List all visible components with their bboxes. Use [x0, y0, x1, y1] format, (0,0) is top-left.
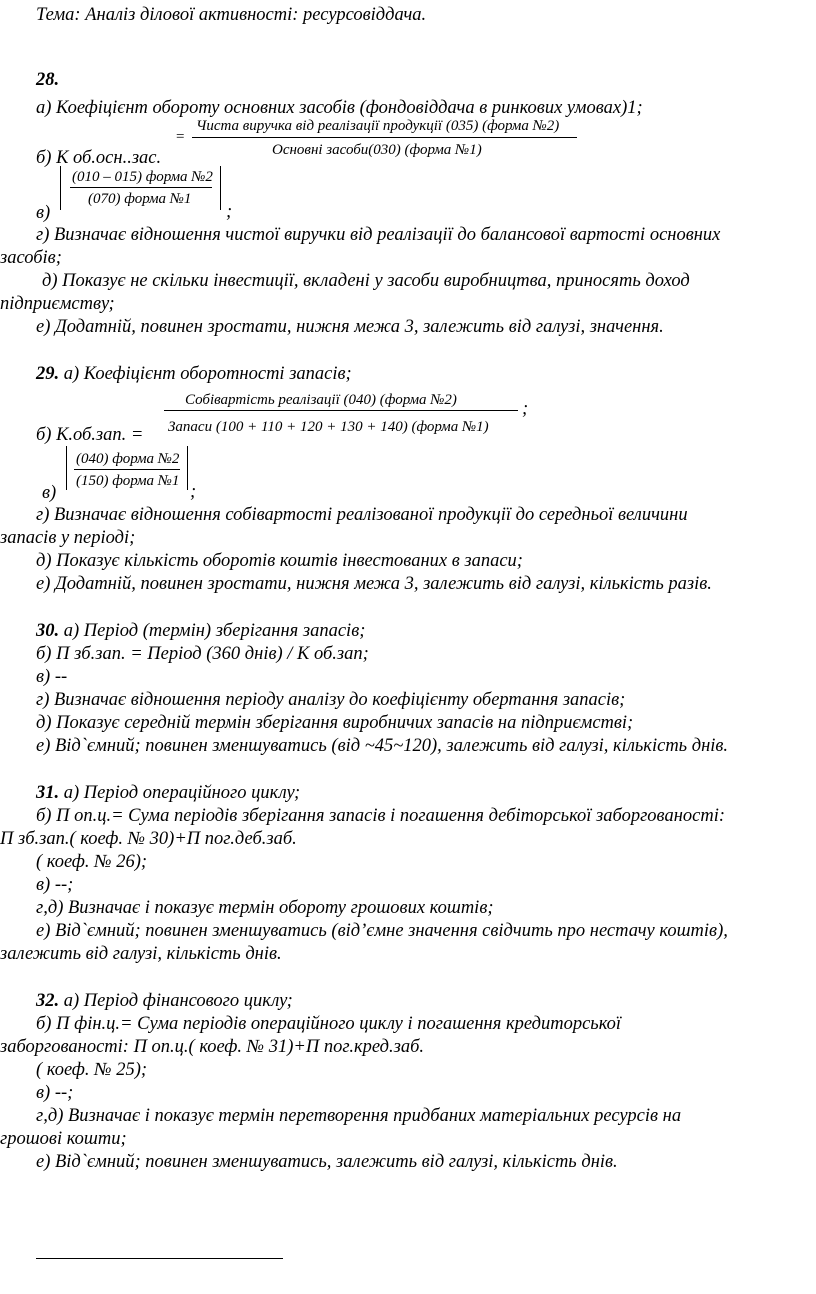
q29-v-label: в) [42, 483, 57, 503]
q32-title [36, 990, 293, 1012]
q29-a: а) Коефіцієнт оборотності запасів; [59, 364, 352, 384]
q30-g: г) Визначає відношення періоду аналізу до коефіцієнту обертання запасів; [36, 690, 626, 710]
q32-b2: заборгованості: П оп.ц.( коеф. № 31)+П пог.кред.заб. [0, 1037, 425, 1057]
q29-b-label: б) К.об.зап. = [36, 425, 144, 445]
q30-v: в) -- [36, 667, 68, 687]
q32-gd: г,д) Визначає і показує термін перетворення придбаних матеріальних ресурсів на [36, 1106, 682, 1126]
q28-v-fraction-bar [70, 187, 212, 188]
q28-formula-numerator: Чиста виручка від реалізації продукції (035) (форма №2) [196, 118, 560, 134]
q29-v-end: ; [190, 482, 197, 502]
q32-gd2: грошові кошти; [0, 1129, 127, 1149]
q29-formula-numerator: Собівартість реалізації (040) (форма №2) [185, 392, 457, 408]
q31-e: е) Від`ємний; повинен зменшуватись (від’ємне значення свідчить про нестачу коштів), [36, 921, 728, 941]
q31-v: в) --; [36, 875, 74, 895]
q28-d: д) Показує не скільки інвестиції, вкладені у засоби виробництва, приносять доход [42, 271, 690, 291]
q31-b3: ( коеф. № 26); [36, 852, 148, 872]
q30-number: 30. [36, 621, 60, 641]
q29-formula-semicolon: ; [522, 399, 529, 419]
q29-v-denominator: (150) форма №1 [76, 473, 180, 489]
q28-v-numerator: (010 – 015) форма №2 [72, 169, 213, 185]
q31-gd: г,д) Визначає і показує термін обороту грошових коштів; [36, 898, 494, 918]
q29-g2: запасів у періоді; [0, 528, 136, 548]
q31-number: 31. [36, 783, 60, 803]
q28-v-bracket-left [60, 166, 67, 210]
q31-title [36, 782, 300, 804]
q28-d2: підприємству; [0, 294, 115, 314]
q29-e: е) Додатній, повинен зростати, нижня межа 3, залежить від галузі, кількість разів. [36, 574, 712, 594]
q29-v-numerator: (040) форма №2 [76, 451, 180, 467]
q30-d: д) Показує середній термін зберігання виробничих запасів на підприємстві; [36, 713, 634, 733]
q30-a: а) Період (термін) зберігання запасів; [59, 621, 366, 641]
q31-b: б) П оп.ц.= Сума періодів зберігання запасів і погашення дебіторської заборгованості: [36, 806, 725, 826]
q28-g: г) Визначає відношення чистої виручки від реалізації до балансової вартості основних [36, 225, 721, 245]
q28-formula-equals: = [176, 129, 185, 145]
q29-v-fraction-bar [74, 469, 180, 470]
q28-b-label: б) К об.осн..зас. [36, 148, 162, 168]
q28-v-denominator: (070) форма №1 [88, 191, 192, 207]
q28-formula-denominator: Основні засоби(030) (форма №1) [272, 142, 482, 158]
q29-g: г) Визначає відношення собівартості реалізованої продукції до середньої величини [36, 505, 688, 525]
q32-v: в) --; [36, 1083, 74, 1103]
q30-title [36, 620, 365, 642]
q31-b2: П зб.зап.( коеф. № 30)+П пог.деб.заб. [0, 829, 297, 849]
q32-number: 32. [36, 991, 60, 1011]
q31-e2: залежить від галузі, кількість днів. [0, 944, 282, 964]
q31-a: а) Період операційного циклу; [59, 783, 301, 803]
q28-v-bracket-right [214, 166, 221, 210]
q32-b3: ( коеф. № 25); [36, 1060, 148, 1080]
q28-number: 28. [36, 70, 60, 90]
q29-d: д) Показує кількість оборотів коштів інвестованих в запаси; [36, 551, 523, 571]
q28-v-label: в) [36, 203, 51, 223]
q32-b: б) П фін.ц.= Сума періодів операційного циклу і погашення кредиторської [36, 1014, 622, 1034]
q29-formula-denominator: Запаси (100 + 110 + 120 + 130 + 140) (форма №1) [168, 419, 489, 435]
q28-a: а) Коефіцієнт обороту основних засобів (фондовіддача в ринкових умовах)1; [36, 98, 643, 118]
footnote-separator [36, 1258, 283, 1259]
q28-g2: засобів; [0, 248, 62, 268]
q29-formula-fraction-bar [164, 410, 518, 411]
q30-b: б) П зб.зап. = Період (360 днів) / К об.зап; [36, 644, 369, 664]
page-header: Тема: Аналіз ділової активності: ресурсовіддача. [36, 5, 427, 25]
q28-e: е) Додатній, повинен зростати, нижня межа 3, залежить від галузі, значення. [36, 317, 664, 337]
q30-e: е) Від`ємний; повинен зменшуватись (від ~45~120), залежить від галузі, кількість днів. [36, 736, 729, 756]
q32-e: е) Від`ємний; повинен зменшуватись, залежить від галузі, кількість днів. [36, 1152, 618, 1172]
q29-v-bracket-right [181, 446, 188, 490]
q29-title [36, 363, 352, 385]
q29-v-bracket-left [66, 446, 73, 490]
q32-a: а) Період фінансового циклу; [59, 991, 293, 1011]
q28-formula-fraction-bar [192, 137, 577, 138]
q28-v-end: ; [226, 202, 233, 222]
q29-number: 29. [36, 364, 60, 384]
